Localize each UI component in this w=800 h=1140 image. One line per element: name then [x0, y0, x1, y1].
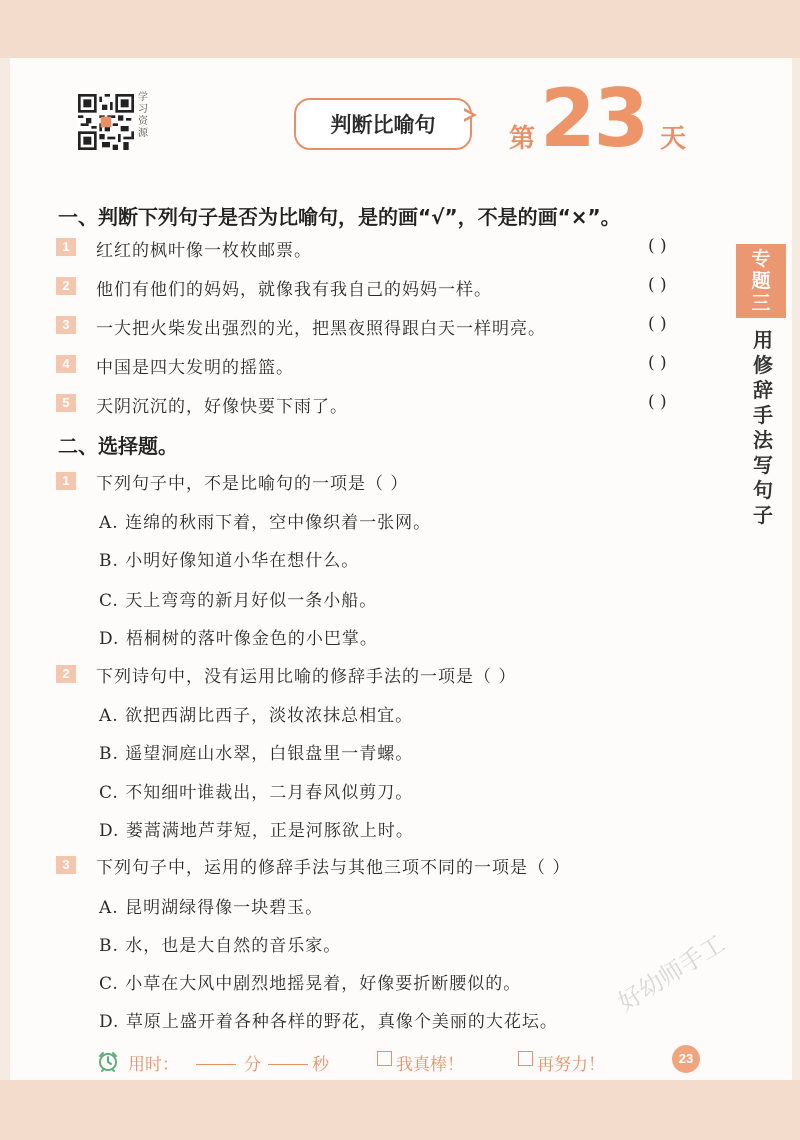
judge-item-text: 他们有他们的妈妈，就像我有我自己的妈妈一样。	[96, 280, 492, 300]
item-number: 4	[56, 355, 76, 373]
try-again-checkbox[interactable]	[518, 1050, 535, 1070]
item-number: 5	[56, 394, 76, 412]
minutes-blank[interactable]	[196, 1050, 236, 1070]
seconds-blank[interactable]	[268, 1050, 308, 1070]
topic-title-char: 句	[753, 478, 773, 502]
question-number: 1	[56, 472, 76, 490]
option-d: D. 草原上盛开着各种各样的野花，真像个美丽的大花坛。	[99, 1012, 558, 1032]
topic-title-char: 用	[753, 328, 773, 352]
alarm-clock-icon	[97, 1050, 119, 1072]
judge-item-text: 中国是四大发明的摇篮。	[96, 358, 294, 378]
topic-tab-label: 专 题	[751, 248, 771, 292]
minutes-label: 分	[244, 1055, 261, 1075]
qr-code-icon	[78, 94, 134, 150]
option-d: D. 蒌蒿满地芦芽短，正是河豚欲上时。	[99, 821, 414, 841]
topic-title-char: 辞	[753, 378, 773, 402]
topic-tab-number: 三	[751, 292, 771, 314]
question-number: 3	[56, 856, 76, 874]
topic-title-char: 手	[753, 403, 773, 427]
item-number: 1	[56, 238, 76, 256]
page-number: 23	[672, 1045, 700, 1073]
option-b: B. 水，也是大自然的音乐家。	[99, 936, 342, 956]
answer-blank[interactable]: ( )	[648, 236, 667, 256]
day-suffix: 天	[660, 124, 687, 154]
option-b: B. 小明好像知道小华在想什么。	[99, 551, 360, 571]
question-stem[interactable]: 下列句子中，运用的修辞手法与其他三项不同的一项是（ ）	[96, 858, 571, 878]
question-number: 2	[56, 665, 76, 683]
option-a: A. 欲把西湖比西子，淡妆浓抹总相宜。	[99, 706, 414, 726]
option-d: D. 梧桐树的落叶像金色的小巴掌。	[99, 629, 378, 649]
seconds-label: 秒	[312, 1055, 329, 1075]
top-band	[0, 0, 800, 58]
answer-blank[interactable]: ( )	[648, 392, 667, 412]
topic-title-vertical	[750, 328, 776, 528]
section1-heading: 一、判断下列句子是否为比喻句，是的画“√”，不是的画“×”。	[58, 205, 621, 229]
option-c: C. 小草在大风中剧烈地摇晃着，好像要折断腰似的。	[99, 974, 522, 994]
time-label: 用时：	[128, 1055, 179, 1075]
topic-title-char: 法	[753, 428, 773, 452]
great-label: 我真棒！	[396, 1055, 464, 1075]
title-bubble-tail-inner	[464, 111, 472, 119]
answer-blank[interactable]: ( )	[648, 314, 667, 334]
watermark: 好幼师手工	[613, 929, 730, 1017]
bottom-band	[0, 1080, 800, 1140]
judge-item-text: 一大把火柴发出强烈的光，把黑夜照得跟白天一样明亮。	[96, 319, 546, 339]
topic-title-char: 子	[753, 503, 773, 527]
topic-title-char: 修	[753, 353, 773, 377]
option-c: C. 不知细叶谁裁出，二月春风似剪刀。	[99, 783, 414, 803]
item-number: 2	[56, 277, 76, 295]
item-number: 3	[56, 316, 76, 334]
topic-tab	[736, 244, 786, 318]
answer-blank[interactable]: ( )	[648, 353, 667, 373]
option-a: A. 昆明湖绿得像一块碧玉。	[99, 898, 324, 918]
question-stem[interactable]: 下列句子中，不是比喻句的一项是（ ）	[96, 474, 409, 494]
page-title: 判断比喻句	[294, 98, 472, 150]
option-c: C. 天上弯弯的新月好似一条小船。	[99, 591, 378, 611]
question-stem[interactable]: 下列诗句中，没有运用比喻的修辞手法的一项是（ ）	[96, 667, 517, 687]
judge-item-text: 红红的枫叶像一枚枚邮票。	[96, 241, 312, 261]
qr-caption: 学习资源	[138, 92, 148, 139]
day-number: 23	[540, 72, 648, 165]
great-checkbox[interactable]	[377, 1050, 394, 1070]
day-prefix: 第	[509, 124, 536, 154]
option-b: B. 遥望洞庭山水翠，白银盘里一青螺。	[99, 744, 414, 764]
option-a: A. 连绵的秋雨下着，空中像织着一张网。	[99, 513, 432, 533]
judge-item-text: 天阴沉沉的，好像快要下雨了。	[96, 397, 348, 417]
section2-heading: 二、选择题。	[58, 434, 178, 458]
topic-title-char: 写	[753, 453, 773, 477]
answer-blank[interactable]: ( )	[648, 275, 667, 295]
try-again-label: 再努力！	[537, 1055, 605, 1075]
